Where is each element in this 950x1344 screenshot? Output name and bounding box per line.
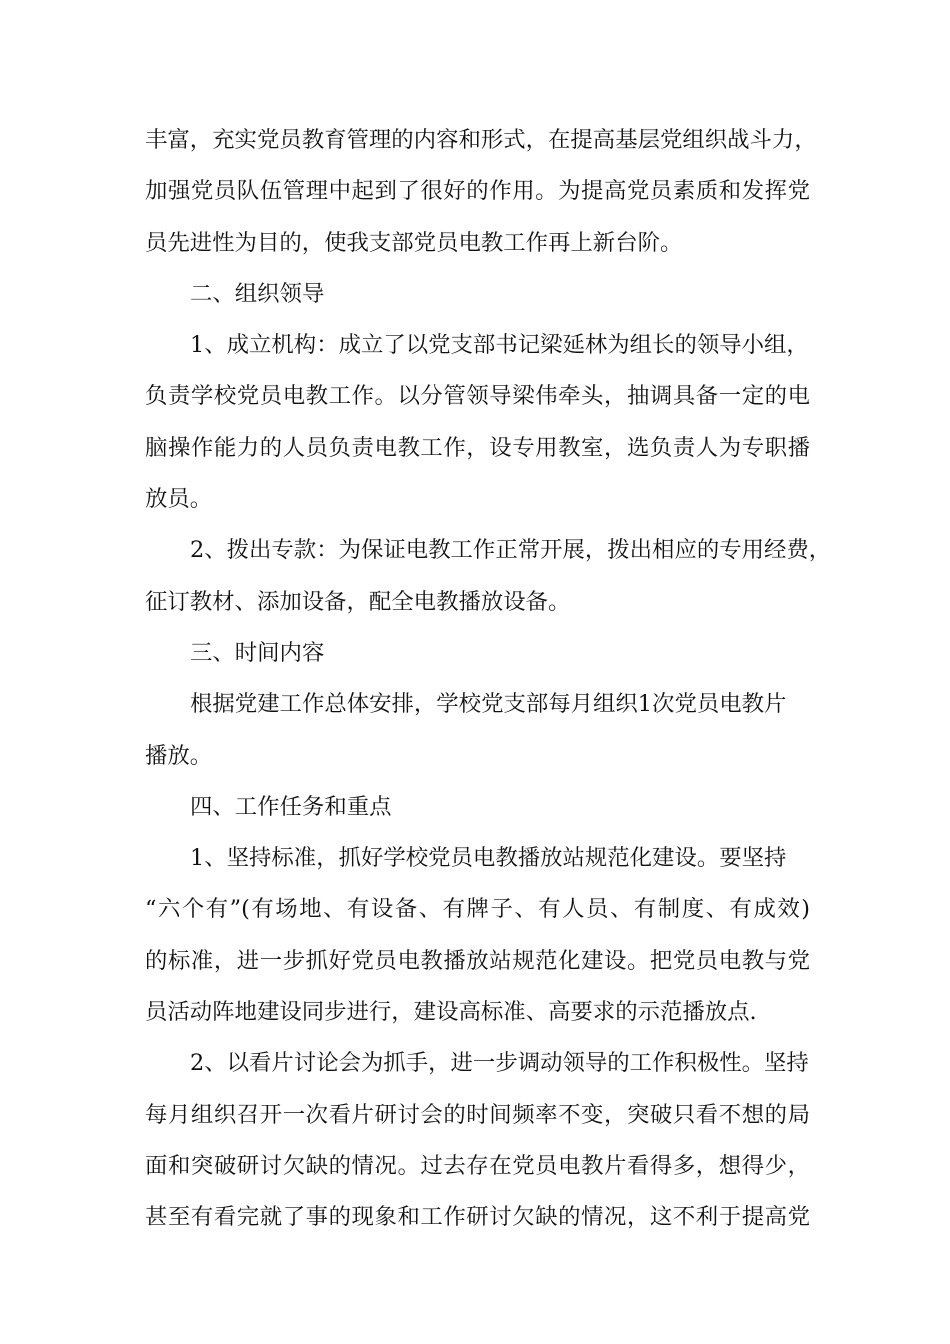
body-line: 员活动阵地建设同步进行，建设高标准、高要求的示范播放点. [145, 999, 757, 1026]
body-line: 2、拨出专款：为保证电教工作正常开展，拨出相应的专用经费， [190, 537, 832, 564]
body-line: 放员。 [145, 486, 213, 513]
section-heading-tasks: 四、工作任务和重点 [190, 793, 392, 820]
body-line: 1、成立机构：成立了以党支部书记梁延林为组长的领导小组， [190, 332, 809, 359]
body-line: 根据党建工作总体安排，学校党支部每月组织1次党员电教片 [190, 691, 787, 718]
body-line: “六个有”(有场地、有设备、有牌子、有人员、有制度、有成效) [145, 896, 810, 923]
document-body [145, 118, 832, 1247]
body-line: 2、以看片讨论会为抓手，进一步调动领导的工作积极性。坚持 [190, 1050, 809, 1077]
body-line: 的标准，进一步抓好党员电教播放站规范化建设。把党员电教与党 [145, 947, 810, 974]
body-line: 播放。 [145, 742, 213, 769]
body-line: 每月组织召开一次看片研讨会的时间频率不变，突破只看不想的局 [145, 1101, 810, 1128]
body-line: 脑操作能力的人员负责电教工作，设专用教室，选负责人为专职播 [145, 434, 810, 461]
section-heading-schedule: 三、时间内容 [190, 639, 325, 666]
section-heading-organization: 二、组织领导 [190, 280, 325, 307]
body-line: 负责学校党员电教工作。以分管领导梁伟牵头，抽调具备一定的电 [145, 383, 810, 410]
body-line: 员先进性为目的，使我支部党员电教工作再上新台阶。 [145, 229, 683, 256]
body-line: 甚至有看完就了事的现象和工作研讨欠缺的情况，这不利于提高党 [145, 1204, 810, 1231]
body-line: 加强党员队伍管理中起到了很好的作用。为提高党员素质和发挥党 [145, 178, 810, 205]
body-line: 面和突破研讨欠缺的情况。过去存在党员电教片看得多，想得少， [145, 1152, 810, 1179]
body-line: 1、坚持标准，抓好学校党员电教播放站规范化建设。要坚持 [190, 845, 787, 872]
body-line: 丰富，充实党员教育管理的内容和形式，在提高基层党组织战斗力， [145, 127, 817, 153]
body-line: 征订教材、添加设备，配全电教播放设备。 [145, 588, 571, 615]
